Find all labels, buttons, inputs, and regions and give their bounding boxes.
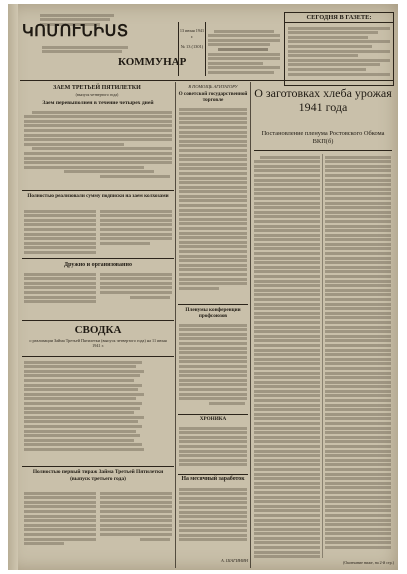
svodka-title: СВОДКА: [74, 324, 122, 336]
section3-heading: Полностью реализовали сумму подписки на заем колхозами: [27, 193, 169, 199]
newspaper-page: [8, 4, 398, 570]
middle-body-4: [179, 486, 247, 556]
middle-body-3: [179, 425, 247, 473]
bottom-left-heading: Полностью первый тираж Займа Третьей Пятилетки (выпуск третьего года): [32, 469, 164, 482]
svodka-subtitle: о реализации Займа Третьей Пятилетки (выпуск четвертого года) на 11 июня 1941 г.: [29, 338, 167, 349]
masthead-rule: [20, 80, 394, 81]
masthead-title-right: КОММУНАР: [118, 56, 187, 68]
svodka-table: [24, 359, 172, 463]
section1-heading: ЗАЕМ ТРЕТЬЕЙ ПЯТИЛЕТКИ: [53, 85, 141, 91]
lead-col-divider: [322, 154, 323, 558]
middle-heading-4: ХРОНИКА: [199, 416, 227, 422]
issue-box: [178, 22, 206, 76]
masthead: [22, 10, 192, 76]
lead-body-col2: [325, 154, 391, 550]
section2-body: [24, 109, 172, 199]
issue-date: 13 июня 1941 г.: [179, 28, 205, 39]
section4-heading: Дружно и организованно: [64, 262, 132, 268]
rule-svodka: [22, 320, 174, 321]
lead-body-col1: [254, 154, 320, 558]
column-divider-1: [175, 82, 176, 568]
middle-heading-2: О советской государственной торговле: [178, 91, 248, 104]
section1-subheading: (выпуск четвертого года): [75, 92, 119, 97]
section4-body-left: [24, 271, 96, 317]
rule-middle-3: [178, 414, 248, 415]
issue-number: № 13 (1301): [180, 44, 204, 49]
masthead-slogan: [42, 44, 130, 55]
rule-s4: [22, 258, 174, 259]
middle-signature: А. ШАГИНЯН: [220, 558, 248, 563]
today-heading: СЕГОДНЯ В ГАЗЕТЕ:: [285, 13, 393, 23]
lead-rule: [254, 150, 392, 151]
column-divider-2: [250, 82, 251, 568]
rule-s3: [22, 190, 174, 191]
lead-title: О заготовках хлеба урожая 1941 года: [254, 86, 392, 114]
middle-body-1: [179, 106, 247, 302]
section4-body-right: [100, 271, 172, 317]
rule-middle-2: [178, 304, 248, 305]
bottom-left-body-2: [100, 490, 172, 562]
rule-middle-4: [178, 474, 248, 475]
section2-heading: Заем перевыполнен в течение четырех дней: [42, 100, 154, 106]
masthead-title-left: ԿՈՄՈՒՆԻՍՏ: [22, 23, 129, 40]
lead-continued: (Окончание ниже, на 2-й стр.): [342, 560, 394, 565]
middle-heading-3: Пленумы конференции профсоюзов: [185, 307, 241, 320]
svodka-table-rule: [22, 356, 174, 357]
middle-heading-1: В ПОМОЩЬ АГИТАТОРУ: [188, 84, 238, 89]
lead-subtitle: Постановление пленума Ростовского Обкома ВКП(б): [261, 130, 385, 145]
binding-strip: [8, 4, 18, 570]
section3-body-left: [24, 208, 96, 268]
middle-body-2: [179, 322, 247, 412]
bottom-left-body-1: [24, 490, 96, 562]
today-box: [284, 12, 394, 86]
middle-heading-5: На месячный заработок: [181, 476, 245, 482]
section3-body-right: [100, 208, 172, 268]
header-note-1: [208, 28, 280, 74]
rule-bottom-left: [22, 466, 174, 467]
